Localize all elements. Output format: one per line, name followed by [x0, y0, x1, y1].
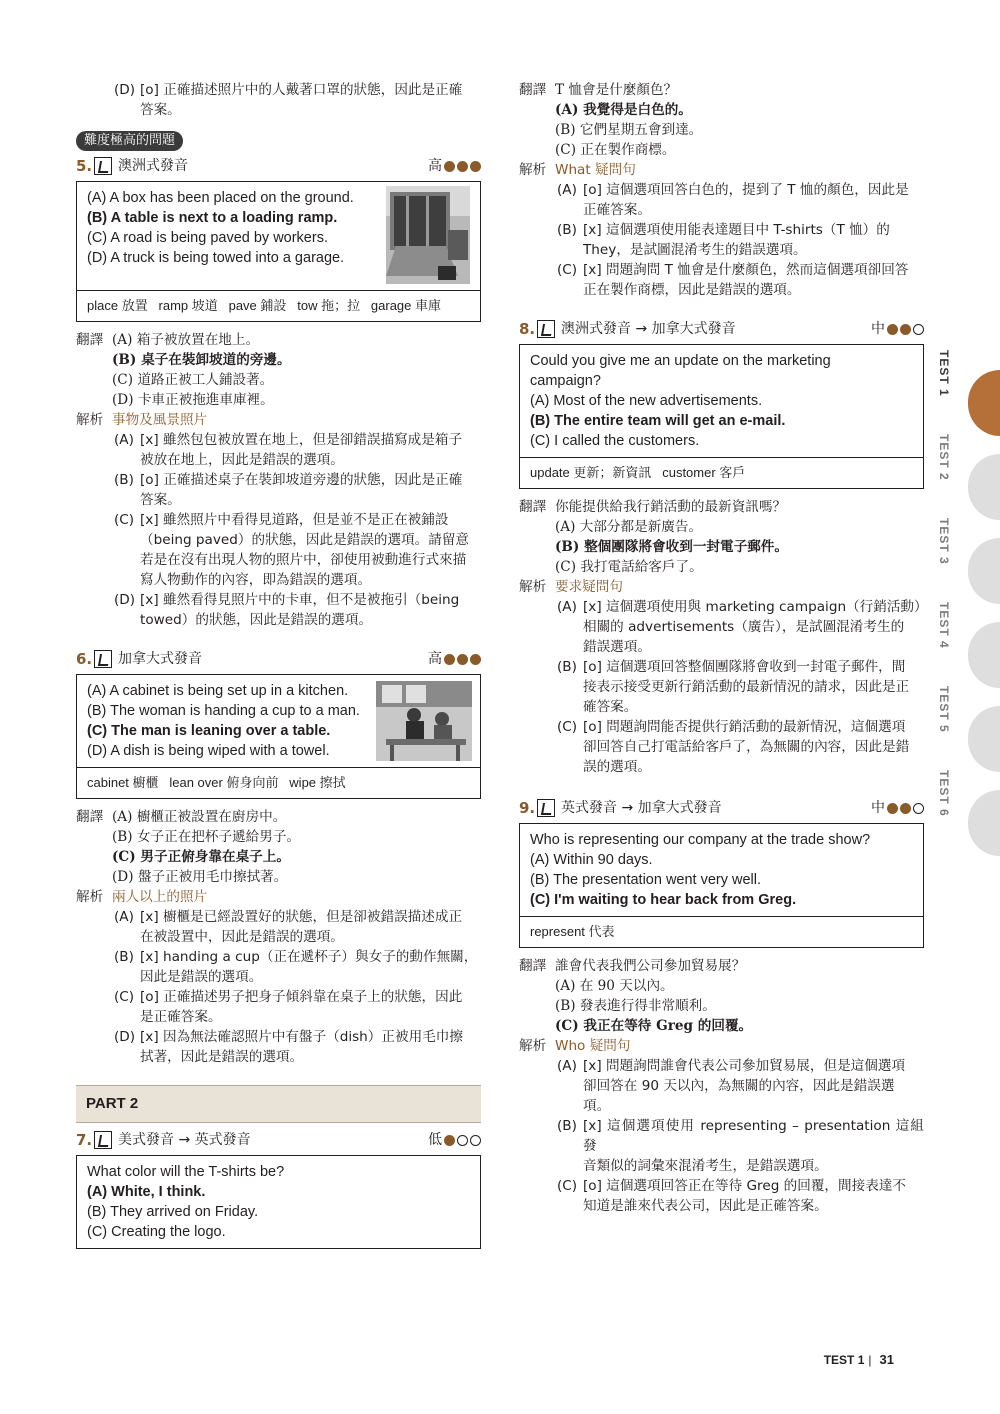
- level-dot: [900, 324, 911, 335]
- question: campaign?: [530, 373, 601, 389]
- prev-explanation: (D) [o] 正確描述照片中的人戴著口罩的狀態，因此是正確 答案。: [114, 82, 463, 118]
- option: (C) A road is being paved by workers.: [87, 230, 328, 246]
- option: (D) A dish is being wiped with a towel.: [87, 743, 330, 759]
- option: (A) Most of the new advertisements.: [530, 393, 763, 409]
- vocab: update 更新；新資訊 customer 客戶: [520, 457, 923, 488]
- explanation: (D) [x] 雖然看得見照片中的卡車，但不是被拖引（being towed）的狀態，因此是錯誤的選項。: [114, 592, 460, 628]
- q6-analysis: 解析 兩人以上的照片 (A) [x] 櫥櫃是已經設置好的狀態，但是卻被錯誤描述成正 在被設置中，因此是錯誤的選項。 (B) [x] handing a cup（正在遞杯子）與女子的動作無關， 因此是錯誤的選項。 (C) [o] 正確描述男子把身子傾斜靠在桌子上的狀態，因此 是正確答案。 (D) [x] 因為無法確認照片中有盤子（dish）正被用毛巾擦 拭著，因此是錯誤的選項。: [76, 887, 481, 1067]
- difficulty-level: 低: [428, 1130, 481, 1150]
- difficulty-level: 高: [428, 156, 481, 176]
- option-correct: (B) A table is next to a loading ramp.: [87, 210, 338, 226]
- audio-icon: [94, 157, 112, 175]
- page-number: 31: [879, 1352, 894, 1367]
- q5-header: 5. 澳洲式發音 高: [76, 155, 481, 177]
- level-dot: [457, 161, 468, 172]
- vocab: represent 代表: [520, 916, 923, 947]
- q9-box: [519, 823, 924, 948]
- explanation: (C) [o] 這個選項回答正在等待 Greg 的回覆，間接表達不 知道是誰來代表公司，因此是正確答案。: [557, 1178, 906, 1214]
- explanation: (A) [o] 這個選項回答白色的，提到了 T 恤的顏色，因此是 正確答案。: [557, 182, 909, 218]
- q7-translation: 翻譯 T 恤會是什麼顏色？ (A) 我覺得是白色的。 (B) 它們星期五會到達。 (C) 正在製作商標。: [519, 82, 703, 158]
- option: (A) A box has been placed on the ground.: [87, 190, 354, 206]
- explanation: (B) [x] handing a cup（正在遞杯子）與女子的動作無關， 因此是錯誤的選項。: [114, 949, 478, 985]
- explanation: (C) [o] 問題詢問能否提供行銷活動的最新情況，這個選項 卻回答自己打電話給客戶了，為無關的內容，因此是錯 誤的選項。: [557, 719, 910, 775]
- tab-test-4[interactable]: TEST 4: [928, 582, 1000, 666]
- option: (A) A cabinet is being set up in a kitchen.: [87, 683, 349, 699]
- difficulty-level: 中: [871, 798, 924, 818]
- option: (B) The presentation went very well.: [530, 872, 762, 888]
- explanation: (C) [x] 問題詢問 T 恤會是什麼顏色，然而這個選項卻回答 正在製作商標，因此是錯誤的選項。: [557, 262, 909, 298]
- level-dot: [457, 1135, 468, 1146]
- tab-test-1[interactable]: TEST 1: [928, 330, 1000, 414]
- q7-box: [76, 1155, 481, 1249]
- option-correct: (C) I'm waiting to hear back from Greg.: [530, 892, 797, 908]
- difficulty-level: 高: [428, 649, 481, 669]
- q5-translation: 翻譯 (A) 箱子被放置在地上。 (B) 桌子在裝卸坡道的旁邊。 (C) 道路正被工人鋪設著。 (D) 卡車正被拖進車庫裡。: [76, 332, 291, 408]
- level-dot: [470, 161, 481, 172]
- audio-icon: [537, 799, 555, 817]
- option-correct: (C) The man is leaning over a table.: [87, 723, 331, 739]
- q8-header: 8. 澳洲式發音 → 加拿大式發音 中: [519, 318, 924, 340]
- q7-analysis: 解析 What 疑問句 (A) [o] 這個選項回答白色的，提到了 T 恤的顏色，因此是 正確答案。 (B) [x] 這個選項使用能表達題目中 T-shirts（T 恤）的 They，是試圖混淆考生的錯誤選項。 (C) [x] 問題詢問 T 恤會是什麼顏色，然而這個選項卻回答 正在製作商標，因此是錯誤的選項。: [519, 160, 924, 300]
- option-correct: (B) The entire team will get an e-mail.: [530, 413, 786, 429]
- level-dot: [913, 803, 924, 814]
- option: (D) A truck is being towed into a garage.: [87, 250, 345, 266]
- audio-icon: [537, 320, 555, 338]
- level-dot: [913, 324, 924, 335]
- tab-test-3[interactable]: TEST 3: [928, 498, 1000, 582]
- explanation: (B) [o] 正確描述桌子在裝卸坡道旁邊的狀態，因此是正確 答案。: [114, 472, 463, 508]
- q5-analysis: 解析 事物及風景照片 (A) [x] 雖然包包被放置在地上，但是卻錯誤描寫成是箱子 被放在地上，因此是錯誤的選項。 (B) [o] 正確描述桌子在裝卸坡道旁邊的狀態，因此是正確 答案。 (C) [x] 雖然照片中看得見道路，但是並不是正在被鋪設 （being paved）的狀態，因此是錯誤的選項。請留意 若是在沒有出現人物的照片中，卻使用被動進行式來描 寫人物動作的內容，即為錯誤的選項。 (D) [x] 雖然看得見照片中的卡車，但不是被拖引（being towed）的狀態，因此是錯誤的選項。: [76, 410, 481, 630]
- truck-photo: [386, 186, 470, 284]
- explanation: (D) [x] 因為無法確認照片中有盤子（dish）正被用毛巾擦 拭著，因此是錯誤的選項。: [114, 1029, 463, 1065]
- question: Who is representing our company at the trade show?: [530, 832, 871, 848]
- question: What color will the T-shirts be?: [87, 1164, 285, 1180]
- q9-translation: 翻譯 誰會代表我們公司參加貿易展？ (A) 在 90 天以內。 (B) 發表進行得非常順利。 (C) 我正在等待 Greg 的回覆。: [519, 958, 753, 1034]
- q6-header: 6. 加拿大式發音 高: [76, 648, 481, 670]
- level-dot: [470, 654, 481, 665]
- difficulty-level: 中: [871, 319, 924, 339]
- office-photo: [376, 681, 472, 761]
- option: (C) I called the customers.: [530, 433, 700, 449]
- right-column: [519, 80, 928, 1216]
- explanation: (B) [x] 這個選項使用能表達題目中 T-shirts（T 恤）的 They，是試圖混淆考生的錯誤選項。: [557, 222, 890, 258]
- level-dot: [887, 803, 898, 814]
- option: (B) They arrived on Friday.: [87, 1204, 259, 1220]
- q5-box: [76, 181, 481, 322]
- level-dot: [470, 1135, 481, 1146]
- page-footer: TEST 1 | 31: [823, 1352, 894, 1367]
- q8-translation: 翻譯 你能提供給我行銷活動的最新資訊嗎？ (A) 大部分都是新廣告。 (B) 整個團隊將會收到一封電子郵件。 (C) 我打電話給客戶了。: [519, 499, 788, 575]
- test-tabs: [928, 330, 1000, 834]
- level-dot: [444, 654, 455, 665]
- option: (B) The woman is handing a cup to a man.: [87, 703, 360, 719]
- explanation: (A) [x] 這個選項使用與 marketing campaign（行銷活動） 相關的 advertisements（廣告），是試圖混淆考生的 錯誤選項。: [557, 599, 928, 655]
- vocab: place 放置 ramp 坡道 pave 鋪設 tow 拖；拉 garage 車庫: [77, 290, 480, 321]
- option-correct: (A) White, I think.: [87, 1184, 206, 1200]
- option: (A) Within 90 days.: [530, 852, 653, 868]
- explanation: (C) [x] 雖然照片中看得見道路，但是並不是正在被鋪設 （being paved）的狀態，因此是錯誤的選項。請留意 若是在沒有出現人物的照片中，卻使用被動進行式來描 寫人物動作的內容，即為錯誤的選項。: [114, 512, 470, 588]
- explanation: (B) [o] 這個選項回答整個團隊將會收到一封電子郵件，間 接表示接受更新行銷活動的最新情況的請求，因此是正 確答案。: [557, 659, 910, 715]
- q9-header: 9. 英式發音 → 加拿大式發音 中: [519, 797, 924, 819]
- part-heading: PART 2: [76, 1085, 481, 1123]
- explanation: (A) [x] 櫥櫃是已經設置好的狀態，但是卻被錯誤描述成正 在被設置中，因此是錯誤的選項。: [114, 909, 463, 945]
- vocab: cabinet 櫥櫃 lean over 俯身向前 wipe 擦拭: [77, 767, 480, 798]
- q6-translation: 翻譯 (A) 櫥櫃正被設置在廚房中。 (B) 女子正在把杯子遞給男子。 (C) 男子正俯身靠在桌子上。 (D) 盤子正被用毛巾擦拭著。: [76, 809, 301, 885]
- explanation: (A) [x] 雖然包包被放置在地上，但是卻錯誤描寫成是箱子 被放在地上，因此是錯誤的選項。: [114, 432, 463, 468]
- question: Could you give me an update on the marketing: [530, 353, 831, 369]
- q6-box: [76, 674, 481, 799]
- option: (C) Creating the logo.: [87, 1224, 226, 1240]
- explanation: (B) [x] 這個選項使用 representing – presentation 這組發 音類似的詞彙來混淆考生，是錯誤選項。: [557, 1118, 924, 1174]
- explanation: (A) [x] 問題詢問誰會代表公司參加貿易展，但是這個選項 卻回答在 90 天以內，為無關的內容，因此是錯誤選 項。: [557, 1058, 906, 1114]
- tab-test-6[interactable]: TEST 6: [928, 750, 1000, 834]
- left-column: [76, 80, 481, 1249]
- q8-analysis: 解析 要求疑問句 (A) [x] 這個選項使用與 marketing campaign（行銷活動） 相關的 advertisements（廣告），是試圖混淆考生的 錯誤選項。 (B) [o] 這個選項回答整個團隊將會收到一封電子郵件，間 接表示接受更新行銷活動的最新情況的請求，因此是正 確答案。 (C) [o] 問題詢問能否提供行銷活動的最新情況，這個選項 卻回答自己打電話給客戶了，為無關的內容，因此是錯 誤的選項。: [519, 579, 928, 775]
- difficulty-badge: 難度極高的問題: [76, 131, 183, 151]
- q7-header: 7. 美式發音 → 英式發音 低: [76, 1129, 481, 1151]
- level-dot: [900, 803, 911, 814]
- q8-box: [519, 344, 924, 489]
- tab-test-5[interactable]: TEST 5: [928, 666, 1000, 750]
- q9-analysis: 解析 Who 疑問句 (A) [x] 問題詢問誰會代表公司參加貿易展，但是這個選項 卻回答在 90 天以內，為無關的內容，因此是錯誤選 項。 (B) [x] 這個選項使用 representing – presentation 這組發 音類似的詞彙來混淆考生，是錯誤選項。 (C) [o] 這個選項回答正在等待 Greg 的回覆，間接表達不 知道是誰來代表公司，因此是正確答案。: [519, 1038, 924, 1214]
- tab-test-2[interactable]: TEST 2: [928, 414, 1000, 498]
- explanation: (C) [o] 正確描述男子把身子傾斜靠在桌子上的狀態，因此 是正確答案。: [114, 989, 463, 1025]
- level-dot: [457, 654, 468, 665]
- level-dot: [444, 161, 455, 172]
- level-dot: [444, 1135, 455, 1146]
- audio-icon: [94, 650, 112, 668]
- audio-icon: [94, 1131, 112, 1149]
- level-dot: [887, 324, 898, 335]
